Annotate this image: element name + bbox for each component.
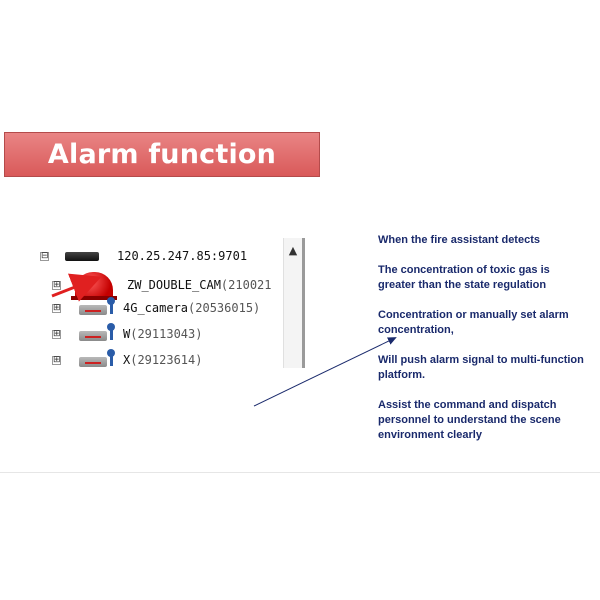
- description-paragraph: Assist the command and dispatch personnel to understand the scene environment clearly: [378, 399, 561, 441]
- device-name: X: [123, 353, 131, 367]
- description-paragraph: Will push alarm signal to multi-function platform.: [378, 354, 584, 381]
- device-id: (20536015): [188, 301, 261, 315]
- red-arrow: [52, 280, 93, 296]
- device-name: 4G_camera: [123, 301, 189, 315]
- description-paragraph: Concentration or manually set alarm concentration,: [378, 309, 569, 336]
- expand-icon[interactable]: ⊞: [53, 354, 61, 365]
- device-name: ZW_DOUBLE_CAM: [127, 278, 221, 292]
- description-text: [378, 233, 588, 458]
- banner-title: Alarm function: [47, 139, 277, 170]
- expand-icon[interactable]: ⊞: [53, 328, 61, 339]
- pointer-line: [254, 338, 395, 406]
- scroll-up-icon[interactable]: ▲: [288, 244, 298, 257]
- description-paragraph: The concentration of toxic gas is greater than the state regulation: [378, 264, 550, 291]
- expand-icon[interactable]: ⊞: [53, 302, 61, 313]
- device-id: (210021: [220, 278, 272, 292]
- device-name: W: [123, 327, 131, 341]
- divider: [0, 472, 600, 473]
- description-paragraph: When the fire assistant detects: [378, 234, 540, 246]
- root-ip-label: 120.25.247.85:9701: [117, 249, 248, 263]
- expand-icon[interactable]: ⊞: [53, 279, 61, 290]
- device-id: (29123614): [130, 353, 203, 367]
- collapse-icon[interactable]: ⊟: [41, 250, 49, 261]
- device-id: (29113043): [130, 327, 203, 341]
